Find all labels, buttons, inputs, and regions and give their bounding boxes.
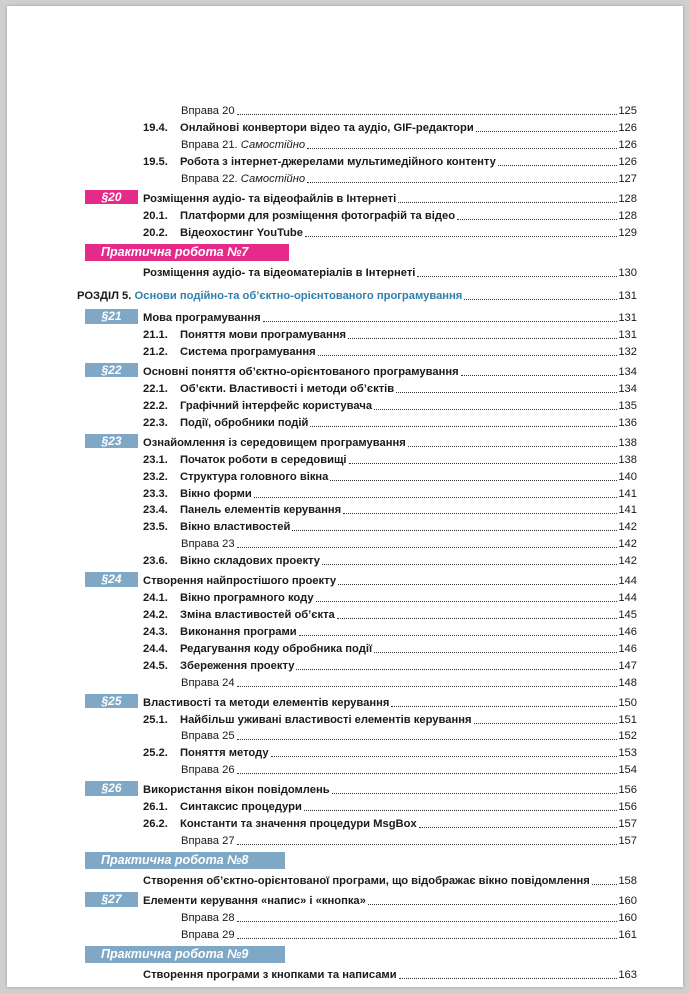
subsection-entry[interactable] [77,710,637,726]
subsection-title: Вікно складових проекту [180,555,321,568]
subsection-label [77,210,455,223]
exercise-note: Самостійно [240,172,306,185]
dot-leader [254,497,618,498]
subsection-number: 21.1. [143,329,168,342]
subsection-label [77,643,372,656]
page-number: 128 [618,209,637,222]
page-number: 154 [618,764,637,777]
exercise-entry[interactable] [77,170,637,186]
page-number: 126 [618,122,637,135]
dot-leader [417,276,617,277]
section-badge: §22 [85,363,138,378]
dot-leader [307,148,617,149]
dot-leader [338,584,617,585]
subsection-number: 21.2. [143,345,168,358]
page-number: 130 [618,266,637,279]
practical-work-banner: Практична робота №7 [85,244,289,261]
subsection-entry[interactable] [77,606,637,622]
subsection-number: 23.4. [143,504,168,517]
chapter-title: Основи подійно-та об’єктно-орієнтованого програмування [134,290,463,302]
page-number: 163 [618,969,637,982]
page-number: 146 [618,642,637,655]
subsection-label [77,747,269,760]
subsection-title: Виконання програми [180,625,297,638]
page-number: 152 [618,730,637,743]
dot-leader [457,219,617,220]
dot-leader [348,338,617,339]
dot-leader [318,355,618,356]
subsection-title: Найбільш уживані властивості елементів керування [180,713,472,726]
subsection-label [77,592,314,605]
subsection-entry[interactable] [77,589,637,605]
exercise-title: Вправа 22. [181,172,241,185]
subsection-title: Об’єкти. Властивості і методи об’єктів [180,383,395,395]
dot-leader [237,844,618,845]
subsection-entry[interactable] [77,343,637,359]
section-entry[interactable] [77,966,637,982]
subsection-number: 22.2. [143,399,168,412]
subsection-label [77,801,302,814]
dot-leader [237,921,618,922]
exercise-entry[interactable] [77,926,637,942]
exercise-entry[interactable] [77,102,637,118]
exercise-label [77,929,235,942]
practical-work-banner: Практична робота №9 [85,946,285,963]
dot-leader [237,114,618,115]
subsection-entry[interactable] [77,414,637,430]
page-number: 125 [618,105,637,118]
section-entry[interactable] [77,781,637,797]
subsection-number: 23.2. [143,470,168,483]
exercise-label [77,139,305,152]
page-number: 138 [618,436,637,449]
subsection-number: 26.1. [143,801,168,814]
dot-leader [299,635,618,636]
page-number: 146 [618,625,637,638]
exercise-label [77,677,235,690]
subsection-entry[interactable] [77,119,637,135]
book-page [7,6,683,987]
section-badge: §23 [85,434,138,449]
section-entry[interactable] [77,434,637,450]
dot-leader [398,202,617,203]
subsection-title: Поняття методу [180,747,269,760]
subsection-label [77,400,372,413]
page-number: 131 [618,312,637,325]
section-badge: §26 [85,781,138,796]
page-number: 156 [618,801,637,814]
exercise-label [77,105,235,118]
subsection-label [77,488,252,501]
page-number: 151 [618,713,637,726]
page-number: 132 [618,345,637,358]
subsection-label [77,521,290,534]
section-badge: §21 [85,309,138,324]
page-number: 140 [618,470,637,483]
dot-leader [374,409,617,410]
chapter-number: РОЗДІЛ 5. [77,290,132,302]
subsection-entry[interactable] [77,518,637,534]
section-entry[interactable] [77,694,637,710]
page-number: 142 [618,521,637,534]
subsection-entry[interactable] [77,798,637,814]
page-number: 157 [618,835,637,847]
dot-leader [310,426,617,427]
exercise-entry[interactable] [77,673,637,689]
subsection-label [77,454,347,467]
exercise-label [77,173,305,186]
page-number: 156 [618,784,637,797]
subsection-entry[interactable] [77,380,637,396]
dot-leader [237,938,618,939]
subsection-number: 20.1. [143,209,168,222]
dot-leader [332,793,618,794]
subsection-entry[interactable] [77,326,637,342]
subsection-number: 22.3. [143,416,168,429]
dot-leader [263,321,618,322]
dot-leader [296,669,617,670]
exercise-title: Вправа 24 [181,676,235,689]
subsection-title: Синтаксис процедури [180,801,302,814]
subsection-label [77,609,335,622]
subsection-title: Вікно властивостей [180,521,291,534]
page-number: 128 [618,192,637,205]
section-badge: §20 [85,190,138,205]
dot-leader [271,756,618,757]
chapter-label-wrap [77,290,462,303]
subsection-label [77,555,320,568]
dot-leader [474,723,618,724]
subsection-label [77,471,328,484]
subsection-label [77,383,394,396]
page-number: 136 [618,416,637,429]
subsection-entry[interactable] [77,468,637,484]
subsection-number: 24.3. [143,625,168,638]
exercise-title: Вправа 27 [181,835,235,847]
page-number: 141 [618,504,637,517]
subsection-title: Платформи для розміщення фотографій та відео [180,209,456,222]
subsection-title: Константи та значення процедури MsgBox [180,818,417,831]
subsection-number: 24.5. [143,659,168,672]
page-number: 126 [618,138,637,151]
dot-leader [322,564,617,565]
page-number: 147 [618,659,637,672]
subsection-entry[interactable] [77,207,637,223]
exercise-label [77,835,235,848]
subsection-number: 24.1. [143,592,168,605]
subsection-label [77,346,316,359]
subsection-title: Збереження проекту [180,659,295,672]
subsection-title: Зміна властивостей об’єкта [180,609,335,621]
dot-leader [349,463,618,464]
subsection-title: Структура головного вікна [180,470,329,483]
page-number: 134 [618,383,637,395]
subsection-entry[interactable] [77,501,637,517]
subsection-entry[interactable] [77,744,637,760]
subsection-label [77,122,474,135]
page-number: 160 [618,895,637,908]
dot-leader [237,686,618,687]
section-title: Створення програми з кнопками та написами [143,969,397,982]
dot-leader [304,810,617,811]
subsection-number: 24.4. [143,642,168,655]
page-number: 134 [618,366,637,379]
subsection-entry[interactable] [77,623,637,639]
page-number: 150 [618,696,637,709]
dot-leader [316,601,618,602]
subsection-title: Відеохостинг YouTube [180,226,303,239]
exercise-title: Вправа 25 [181,730,235,743]
section-title: Розміщення аудіо- та відеоматеріалів в Інтернеті [143,266,416,279]
exercise-entry[interactable] [77,136,637,152]
dot-leader [237,739,618,740]
section-entry[interactable] [77,309,637,325]
subsection-entry[interactable] [77,153,637,169]
exercise-entry[interactable] [77,761,637,777]
exercise-title: Вправа 26 [181,764,235,777]
page-number: 142 [618,555,637,568]
section-entry[interactable] [77,872,637,888]
subsection-entry[interactable] [77,640,637,656]
subsection-title: Графічний інтерфейс користувача [180,399,373,412]
exercise-entry[interactable] [77,727,637,743]
subsection-entry[interactable] [77,223,637,239]
subsection-number: 24.2. [143,609,168,621]
exercise-title: Вправа 23 [181,538,235,551]
page-number: 157 [618,818,637,831]
dot-leader [476,131,618,132]
dot-leader [368,904,617,905]
dot-leader [391,706,617,707]
subsection-number: 20.2. [143,226,168,239]
page-number: 135 [618,399,637,412]
dot-leader [330,480,617,481]
page-number: 160 [618,912,637,925]
dot-leader [337,618,618,619]
subsection-title: Вікно програмного коду [180,592,314,605]
subsection-number: 25.1. [143,713,168,726]
subsection-number: 26.2. [143,818,168,831]
subsection-entry[interactable] [77,484,637,500]
page-number: 126 [618,155,637,168]
subsection-number: 22.1. [143,383,168,395]
dot-leader [237,547,618,548]
page-number: 161 [618,929,637,942]
practical-work-banner: Практична робота №8 [85,852,285,869]
exercise-label [77,538,235,551]
subsection-number: 23.1. [143,453,168,466]
subsection-title: Вікно форми [180,487,252,500]
subsection-title: Панель елементів керування [180,504,342,517]
dot-leader [396,392,617,393]
subsection-entry[interactable] [77,451,637,467]
subsection-label [77,626,297,639]
page-number: 131 [618,329,637,342]
page-number: 144 [618,575,637,588]
section-badge: §25 [85,694,138,709]
section-title: Створення об’єктно-орієнтованої програми, що відображає вікно повідомлення [143,875,590,888]
section-entry[interactable] [77,572,637,588]
exercise-label [77,764,235,777]
dot-leader [292,530,617,531]
subsection-label [77,417,308,430]
section-badge: §27 [85,892,138,907]
dot-leader [464,299,617,300]
section-entry[interactable] [77,892,637,908]
exercise-title: Вправа 28 [181,912,235,925]
section-entry[interactable] [77,190,637,206]
dot-leader [343,513,617,514]
subsection-entry[interactable] [77,656,637,672]
dot-leader [374,652,617,653]
page-number: 142 [618,538,637,551]
subsection-number: 23.3. [143,487,168,500]
section-title: Використання вікон повідомлень [143,784,330,797]
subsection-label [77,660,294,673]
dot-leader [399,978,618,979]
exercise-entry[interactable] [77,535,637,551]
subsection-entry[interactable] [77,815,637,831]
page-number: 127 [618,172,637,185]
dot-leader [419,827,618,828]
subsection-number: 25.2. [143,747,168,760]
subsection-label [77,818,417,831]
dot-leader [237,773,618,774]
section-title: Елементи керування «напис» і «кнопка» [143,895,366,908]
exercise-title: Вправа 20 [181,105,235,118]
subsection-label [77,329,346,342]
subsection-title: Онлайнові конвертори відео та аудіо, GIF-редактори [180,122,474,135]
dot-leader [498,165,618,166]
page-number: 141 [618,487,637,500]
dot-leader [408,446,618,447]
exercise-entry[interactable] [77,832,637,848]
section-title: Ознайомлення із середовищем програмування [143,436,406,449]
subsection-number: 23.6. [143,555,168,568]
section-title: Властивості та методи елементів керування [143,696,390,709]
subsection-entry[interactable] [77,397,637,413]
section-title: Розміщення аудіо- та відеофайлів в Інтернеті [143,192,397,205]
subsection-title: Поняття мови програмування [180,329,347,342]
exercise-note: Самостійно [240,138,306,151]
page-number: 153 [618,747,637,760]
subsection-title: Початок роботи в середовищі [180,453,347,466]
dot-leader [307,182,617,183]
dot-leader [461,375,618,376]
subsection-title: Робота з інтернет-джерелами мультимедійного контенту [180,155,496,168]
table-of-contents [77,102,637,983]
page-number: 131 [618,290,637,302]
subsection-entry[interactable] [77,552,637,568]
page-number: 129 [618,226,637,239]
subsection-title: Події, обробники подій [180,416,309,429]
subsection-label [77,504,341,517]
page-number: 144 [618,592,637,605]
subsection-label [77,714,472,727]
subsection-number: 23.5. [143,521,168,534]
subsection-title: Система програмування [180,345,316,358]
subsection-label [77,156,496,169]
page-number: 138 [618,453,637,466]
section-title: Мова програмування [143,312,261,325]
subsection-number: 19.4. [143,122,168,135]
subsection-number: 19.5. [143,155,168,168]
chapter-heading[interactable] [77,287,637,303]
exercise-entry[interactable] [77,909,637,925]
dot-leader [592,884,618,885]
subsection-title: Редагування коду обробника події [180,642,373,655]
exercise-label [77,730,235,743]
section-entry[interactable] [77,363,637,379]
dot-leader [305,236,617,237]
section-title: Створення найпростішого проекту [143,575,337,588]
exercise-label [77,912,235,925]
section-title: Основні поняття об’єктно-орієнтованого програмування [143,366,459,379]
section-entry[interactable] [77,264,637,280]
exercise-title: Вправа 21. [181,138,241,151]
page-number: 158 [618,875,637,888]
page-number: 145 [618,609,637,621]
section-badge: §24 [85,572,138,587]
page-number: 148 [618,676,637,689]
subsection-label [77,227,303,240]
exercise-title: Вправа 29 [181,929,235,942]
